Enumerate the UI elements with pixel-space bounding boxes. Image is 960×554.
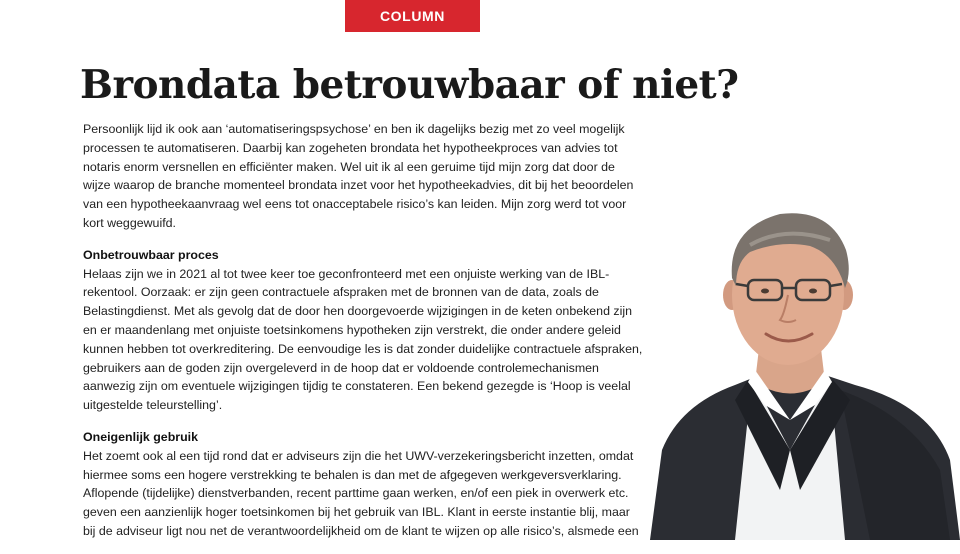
section-heading-onbetrouwbaar: Onbetrouwbaar proces [83,247,219,262]
section-body-onbetrouwbaar: Helaas zijn we in 2021 al tot twee keer toe geconfronteerd met een onjuiste werking van de IBL-rekentool. Oorzaak: er zijn geen contractuele afspraken met de bronnen van de data, zoals de Belastingdienst. Met als gevolg dat de door hen doorgevoerde wijzigingen in de keten onbekend zijn en er maandenlang met onjuiste toetsinkomens hypotheken zijn verstrekt, die onder andere geleid kunnen hebben tot overkreditering. De eenvoudige les is dat zonder duidelijke contractuele afspraken, gebruikers aan de goden zijn overgeleverd in de hoop dat er voldoende controlemechanismen aanwezig zijn om eventuele wijzigingen tijdig te constateren. Een bekend gezegde is ‘Hoop is veelal uitgestelde teleurstelling’. [83,266,643,413]
section-body-oneigenlijk: Het zoemt ook al een tijd rond dat er adviseurs zijn die het UWV-verzekeringsbericht inzetten, omdat hiermee soms een hogere verstrekking te behalen is dan met de afgegeven werkgeversverklaring. Aflopende (tijdelijke) dienstverbanden, recent parttime gaan werken, en/of een piek in overwerk etc. geven een aanzienlijk hoger toetsinkomen bij het gebruik van IBL. Klant in eerste instantie blij, maar bij de adviseur ligt nou net de verantwoordelijkheid om de klant te wijzen op alle risico’s, alsmede een [83,448,639,538]
article-title: Brondata betrouwbaar of niet? [80,62,739,108]
category-badge: COLUMN [345,0,480,32]
intro-paragraph: Persoonlijk lijd ik ook aan ‘automatiseringspsychose’ en ben ik dagelijks bezig met zo veel mogelijk processen te automatiseren. Daarbij kan zogeheten brondata het hypotheekproces van advies tot notaris enorm versnellen en efficiënter maken. Wel uit ik al een geruime tijd mijn zorg dat door de wijze waarop de branche momenteel brondata inzet voor het hypotheekadvies, dit bij het beoordelen van een hypotheekaanvraag wel eens tot onacceptabele risico’s kan leiden. Mijn zorg werd tot voor kort weggewuifd. [83,122,634,230]
section-heading-oneigenlijk: Oneigenlijk gebruik [83,429,198,444]
article-body [83,120,643,554]
author-photo [640,200,960,540]
